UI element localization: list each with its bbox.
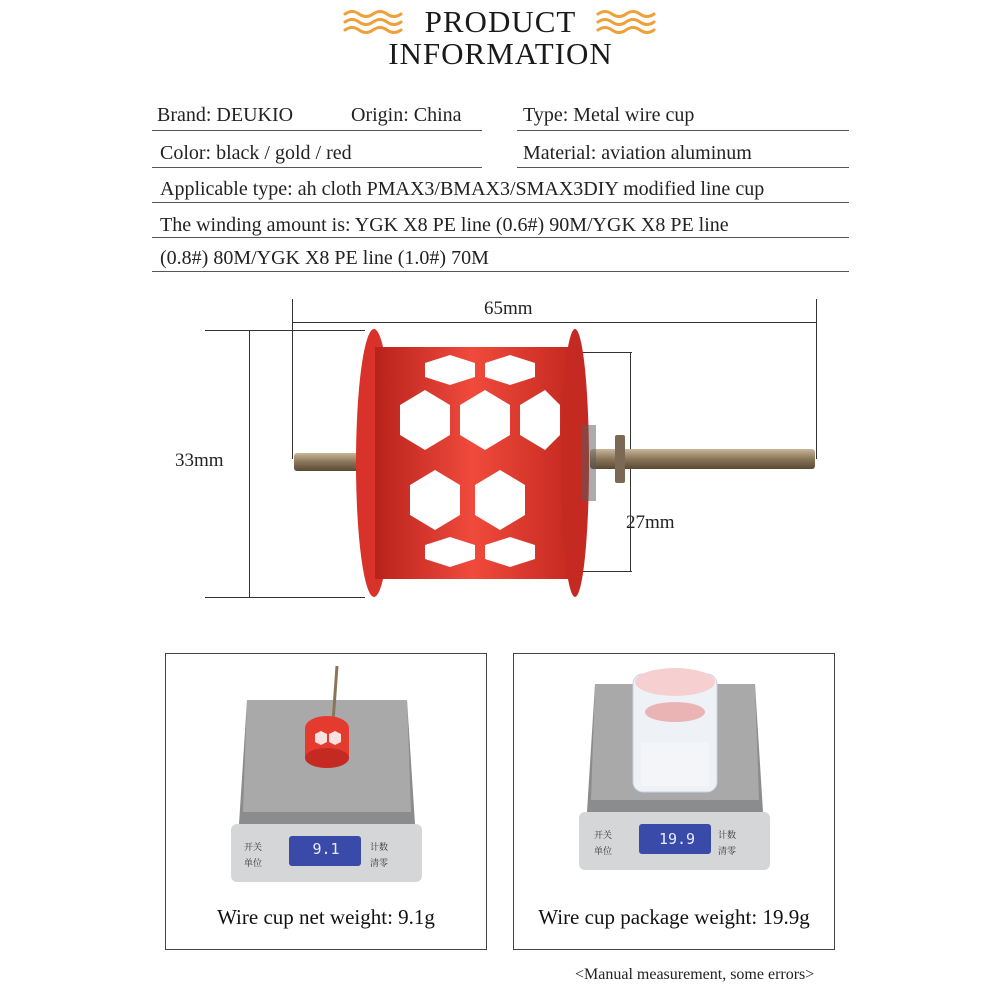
scale-label-unit: 单位 [594,847,613,857]
spool-illustration [290,325,820,600]
scale-label-tare: 清零 [370,859,389,869]
divider [152,271,849,272]
spec-type: Type: Metal wire cup [523,104,695,126]
footer-note: <Manual measurement, some errors> [575,966,815,983]
divider [152,167,482,168]
scale-label-power: 开关 [244,843,263,853]
scale-label-tare: 清零 [718,847,737,857]
dimension-line-length [292,322,817,323]
scale-reading-package: 19.9 [658,830,696,848]
caption-package-weight: Wire cup package weight: 19.9g [538,905,810,929]
divider [517,130,849,131]
spec-applicable: Applicable type: ah cloth PMAX3/BMAX3/SMAX3DIY modified line cup [160,178,765,200]
spec-origin: Origin: China [351,104,462,126]
divider [152,237,849,238]
dimension-line-outer [249,330,250,598]
page-title-line1: PRODUCT [424,4,577,39]
spec-color: Color: black / gold / red [160,142,352,164]
divider [152,130,482,131]
spec-winding-line1: The winding amount is: YGK X8 PE line (0.6#) 90M/YGK X8 PE line [160,214,729,236]
scale-label-unit: 单位 [244,859,263,869]
dimension-length-label: 65mm [484,298,533,319]
spec-winding-line2: (0.8#) 80M/YGK X8 PE line (1.0#) 70M [160,247,489,269]
divider [517,167,849,168]
scale-label-count: 计数 [370,843,389,853]
scale-label-count: 计数 [718,831,737,841]
scale-reading-net: 9.1 [312,840,340,858]
scale-label-power: 开关 [594,831,613,841]
caption-net-weight: Wire cup net weight: 9.1g [217,905,435,929]
dimension-outer-label: 33mm [175,450,224,471]
page-title-line2: INFORMATION [388,36,613,71]
divider [152,202,849,203]
dimension-inner-label: 27mm [626,512,675,533]
spec-material: Material: aviation aluminum [523,142,752,164]
spec-brand: Brand: DEUKIO [157,104,294,126]
